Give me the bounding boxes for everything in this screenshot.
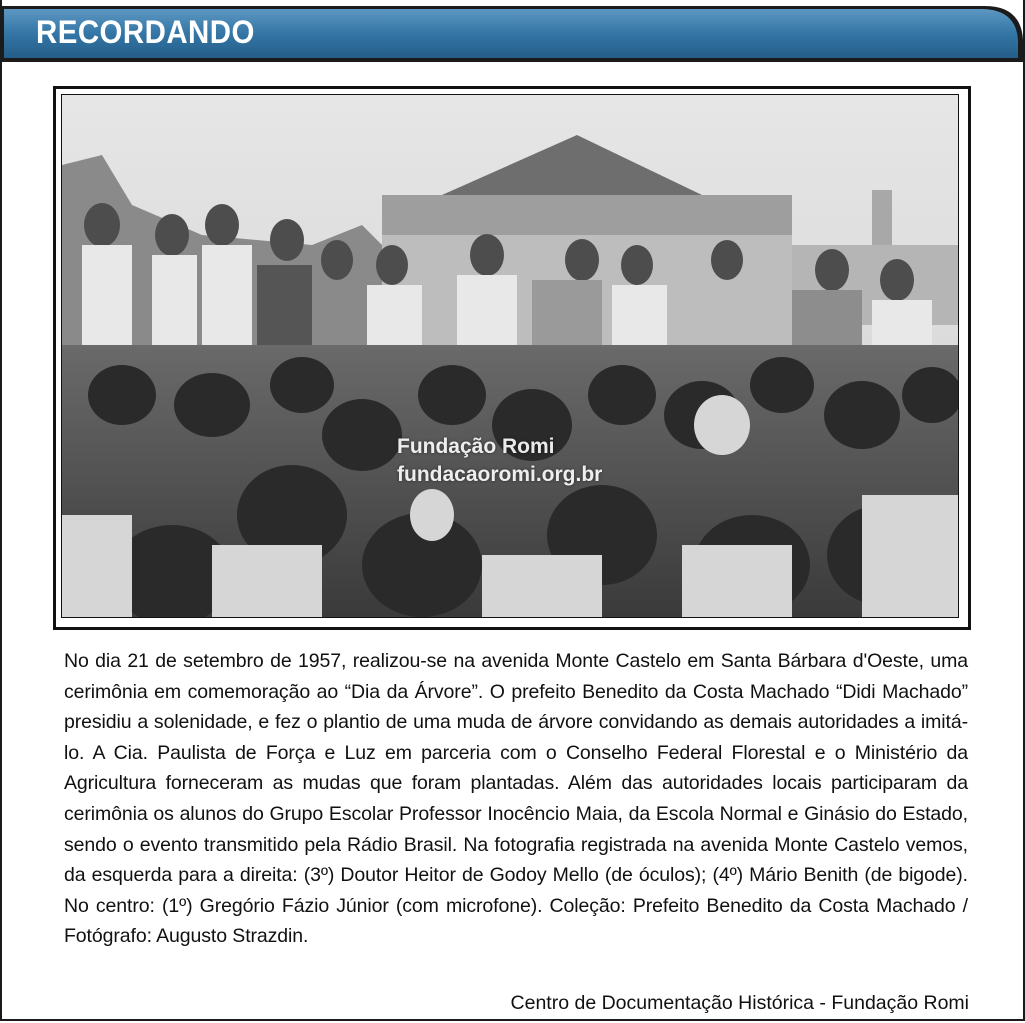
watermark-line-2: fundacaoromi.org.br (397, 463, 603, 486)
photo-frame (53, 86, 971, 630)
article-caption: No dia 21 de setembro de 1957, realizou-se na avenida Monte Castelo em Santa Bárbara d'Oeste, uma cerimônia em comemoração ao “Dia da Árvore”. O prefeito Benedito da Costa Machado “Didi Machado” presidiu a solenidade, e fez o plantio de uma muda de árvore convidando as demais autoridades a imitá-lo. A Cia. Paulista de Força e Luz em parceria com o Conselho Federal Florestal e o Ministério da Agricultura forneceram as mudas que foram plantadas. Além das autoridades locais participaram da cerimônia os alunos do Grupo Escolar Professor Inocêncio Maia, da Escola Normal e Ginásio do Estado, sendo o evento transmitido pela Rádio Brasil. Na fotografia registrada na avenida Monte Castelo vemos, da esquerda para a direita: (3º) Doutor Heitor de Godoy Mello (de óculos); (4º) Mário Benith (de bigode). No centro: (1º) Gregório Fázio Júnior (com microfone). Coleção: Prefeito Benedito da Costa Machado / Fotógrafo: Augusto Strazdin. (64, 650, 968, 948)
article-credit: Centro de Documentação Histórica - Fundação Romi (510, 992, 969, 1014)
header-bar (0, 0, 1025, 62)
watermark-line-1: Fundação Romi (397, 435, 555, 458)
photo-illustration (62, 95, 958, 617)
historical-photo (61, 94, 959, 618)
photo-watermark (397, 433, 602, 489)
section-title: RECORDANDO (36, 14, 255, 50)
